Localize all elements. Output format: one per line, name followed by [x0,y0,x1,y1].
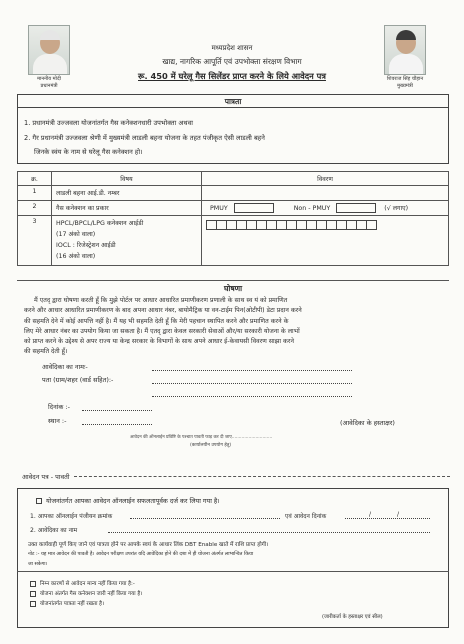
pm-caption-name: माननीय मोदी [37,76,61,82]
declaration-line: मैं एतद् द्वारा घोषणा करती हूँ कि मुझे पोर्टल पर आधार आधारित प्रमाणीकरण प्रणाली के साथ स्व यं को प्रमाणित [34,297,288,304]
receipt-check-3 [30,589,142,597]
issuer-signature-label: (जारीकर्ता के हस्ताक्षर एवं सील) [322,614,383,620]
registration-number-field[interactable] [130,518,280,519]
details-table [17,171,449,266]
address-label: पता (ग्राम/शहर (वार्ड सहित):- [42,376,114,384]
receipt-applicant-name-field[interactable] [108,532,430,533]
tick-note: (√ लगाए) [384,205,409,212]
detach-note: आवेदन की ऑनलाईन प्रविष्टि के पश्चात पावती फाड़ कर दी जाए............................. [130,435,273,440]
success-checkbox[interactable] [36,498,42,504]
date-field[interactable] [82,410,152,411]
table-row [18,201,449,216]
ladli-id-field[interactable] [202,186,449,201]
receipt-divider [17,571,449,572]
iocl-digits-note: (16 अंको वाला) [56,253,96,260]
application-date-field[interactable] [345,518,430,519]
declaration-line: की सहमति देने में कोई आपत्ति नहीं है। मैं यह भी सहमति देती हूँ कि मेरी पहचान स्थापित करने और प्रमाणित करने के [24,317,289,325]
cm-caption-title: मुख्यमंत्री [397,83,413,89]
row-sn: 2 [18,201,52,216]
receipt-box [17,488,449,628]
row-subject: लाडली बहना आई.डी. नम्बर [52,186,202,201]
cm-caption-name: शिवराज सिंह चौहान [386,76,424,82]
applicant-signature-label: (आवेदिका के हस्ताक्षर) [340,419,395,427]
eligibility-item-2-cont: जिनके स्वंय के नाम से घरेलू गैस कनेक्शन हो। [34,148,143,156]
col-subject: विषय [52,172,202,186]
connection-id-digit-boxes[interactable] [206,220,376,230]
receipt-info-3: जा सकेगा। [28,561,48,567]
non-pmuy-checkbox[interactable] [336,203,376,213]
eligibility-heading: पात्रता [224,97,242,106]
hpcl-label: HPCL/BPCL/LPG कनेक्शन आईडी [56,220,144,227]
col-detail: विवरण [202,172,449,186]
address-field-2[interactable] [152,396,352,397]
row-subject: गैस कनेक्शन का प्रकार [52,201,202,216]
receipt-info-1: उक्त कार्यवाही पूर्ण किए जाने एवं पात्रता होने पर आपके स्वयं के आधार लिंक DBT Enable खाते में राशि प्राप्त होगी। [28,542,269,548]
declaration-line: को प्राप्त करने के उद्देश्य से अपर राज्य या केन्द्र सरकार के विभागों के साथ अपने आधार ई-केवायसी विवरण साझा करने [24,338,294,346]
cm-photo [384,25,426,75]
reason-2-text: योजनांतर्गत पात्रता नहीं रखता है। [40,601,105,607]
reason-1-text: योजना अंतर्गत गैस कनेक्शन जारी नहीं किया गया है। [40,591,143,597]
receipt-date-label: एवं आवेदन दिनांक [285,513,327,520]
pm-photo [28,25,70,75]
pm-caption-title: प्रधानमंत्री [40,83,58,89]
row-sn: 1 [18,186,52,201]
connection-type-cell [202,201,449,216]
date-label: दिनांक :- [48,403,71,411]
declaration-line: लिए मेरे आधार नंबर का उपयोग किया जा सकता है। मैं एतद् द्वारा केवल सरकारी सेवाओं और/या सरकारी योजना के लाभों [24,327,300,335]
declaration-divider [17,280,449,281]
applicant-name-label: आवेदिका का नामः- [42,363,88,371]
receipt-check-4 [30,599,104,607]
reason-1-checkbox[interactable] [30,591,36,597]
pmuy-label: PMUY [210,205,228,212]
iocl-label: IOCL : रिजेस्ट्रेशन आईडी [56,242,116,249]
row-sn: 3 [18,216,52,266]
address-field-1[interactable] [152,383,352,384]
receipt-title: आवेदन पत्र - पावती [22,473,70,481]
receipt-reg-label: 1. आपका ऑनलाईन पंजीयन क्रमांक [30,513,113,520]
declaration-line: करने और आधार आधारित प्रमाणीकरण के बाद अपना आधार नंबर, बायोमैट्रिक या वन-टाईम पिन(ओटीपी) डेटा प्रदान करने [24,307,302,315]
col-sn: क्र. [18,172,52,186]
declaration-line: की सहमति देती हूँ। [24,348,68,356]
receipt-check-2 [30,579,135,587]
place-field[interactable] [82,424,152,425]
eligibility-item-1: 1. प्रधानमंत्री उज्जवला योजनांतर्गत गैस कनेक्शनधारी उपभोक्ता अथवा [24,119,193,127]
eligibility-item-2: 2. गैर प्रधानमंत्री उज्जवला श्रेणी में मुख्यमंत्री लाडली बहना योजना के तहत पंजीकृत ऐसी लाडली बहने [24,134,265,142]
success-text: योजनांतर्गत आपका आवेदन ऑनलाईन सफलतापूर्वक दर्ज कर लिया गया है। [46,497,220,505]
place-label: स्थान :- [48,417,67,425]
reason-2-checkbox[interactable] [30,601,36,607]
date-separator-1: / [369,511,372,518]
receipt-name-label: 2. आवेदिका का नाम [30,527,78,534]
rejected-text: निम्न कारणों से आवेदन मान्य नहीं किया गया है:- [40,581,135,587]
rejected-checkbox[interactable] [30,581,36,587]
table-row [18,186,449,201]
pmuy-checkbox[interactable] [234,203,274,213]
receipt-check-1 [36,496,220,505]
non-pmuy-label: Non - PMUY [293,205,331,212]
declaration-text [24,296,442,358]
row-subject-connection-id [52,216,202,266]
cut-line [74,476,450,477]
receipt-info-2: नोट :- यह मात्र आवेदन की पावती है। आवेदन परीक्षण उपरांत यदि आवेदिका होने की दशा में ही योजना अंतर्गत लाभान्वित किया [28,551,254,557]
header-govt: मध्यप्रदेश शासन [211,44,253,52]
header-department: खाद्य, नागरिक आपूर्ति एवं उपभोक्ता संरक्षण विभाग [162,57,302,66]
table-row [18,216,449,266]
date-separator-2: / [397,511,400,518]
connection-id-cell [202,216,449,266]
form-title: रू. 450 में घरेलू गैस सिलेंडर प्राप्त करने के लिये आवेदन पत्र [138,71,326,81]
office-use-note: (कार्यालयीन उपयोग हेतु) [190,443,232,448]
applicant-name-field[interactable] [152,370,352,371]
declaration-heading: घोषणा [223,284,243,293]
hpcl-digits-note: (17 अंको वाला) [56,231,96,238]
